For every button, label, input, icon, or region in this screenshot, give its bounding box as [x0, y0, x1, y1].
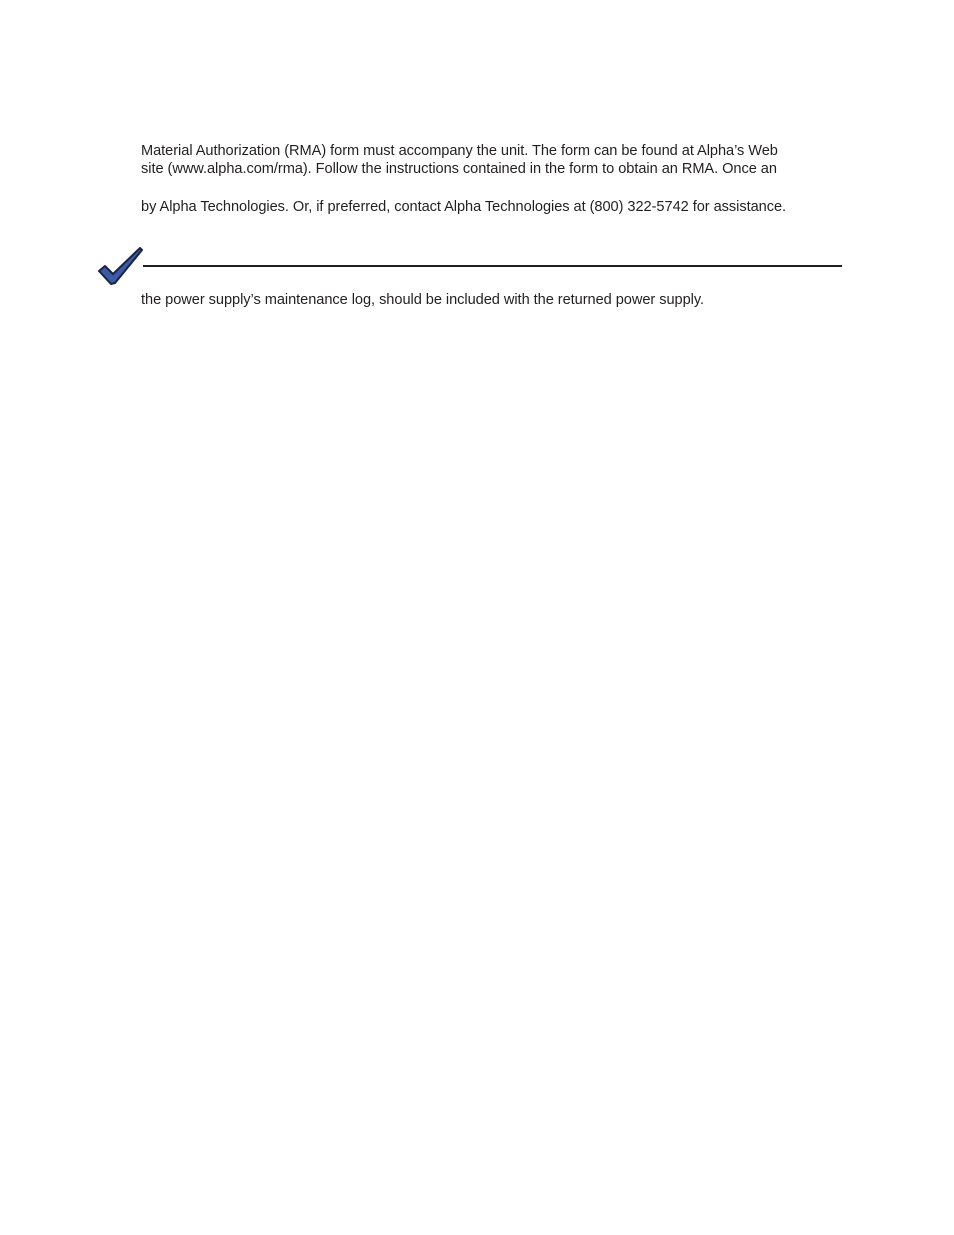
- note-text: the power supply’s maintenance log, should be included with the returned power supply.: [141, 292, 705, 308]
- paragraph-line-1: Material Authorization (RMA) form must accompany the unit. The form can be found at Alpha’s Web: [141, 143, 778, 159]
- checkmark-icon: [96, 246, 144, 286]
- paragraph-line-3: by Alpha Technologies. Or, if preferred, contact Alpha Technologies at (800) 322-5742 for assistance.: [141, 199, 787, 215]
- paragraph-line-2: site (www.alpha.com/rma). Follow the instructions contained in the form to obtain an RMA. Once an: [141, 161, 777, 177]
- note-divider: [143, 265, 842, 267]
